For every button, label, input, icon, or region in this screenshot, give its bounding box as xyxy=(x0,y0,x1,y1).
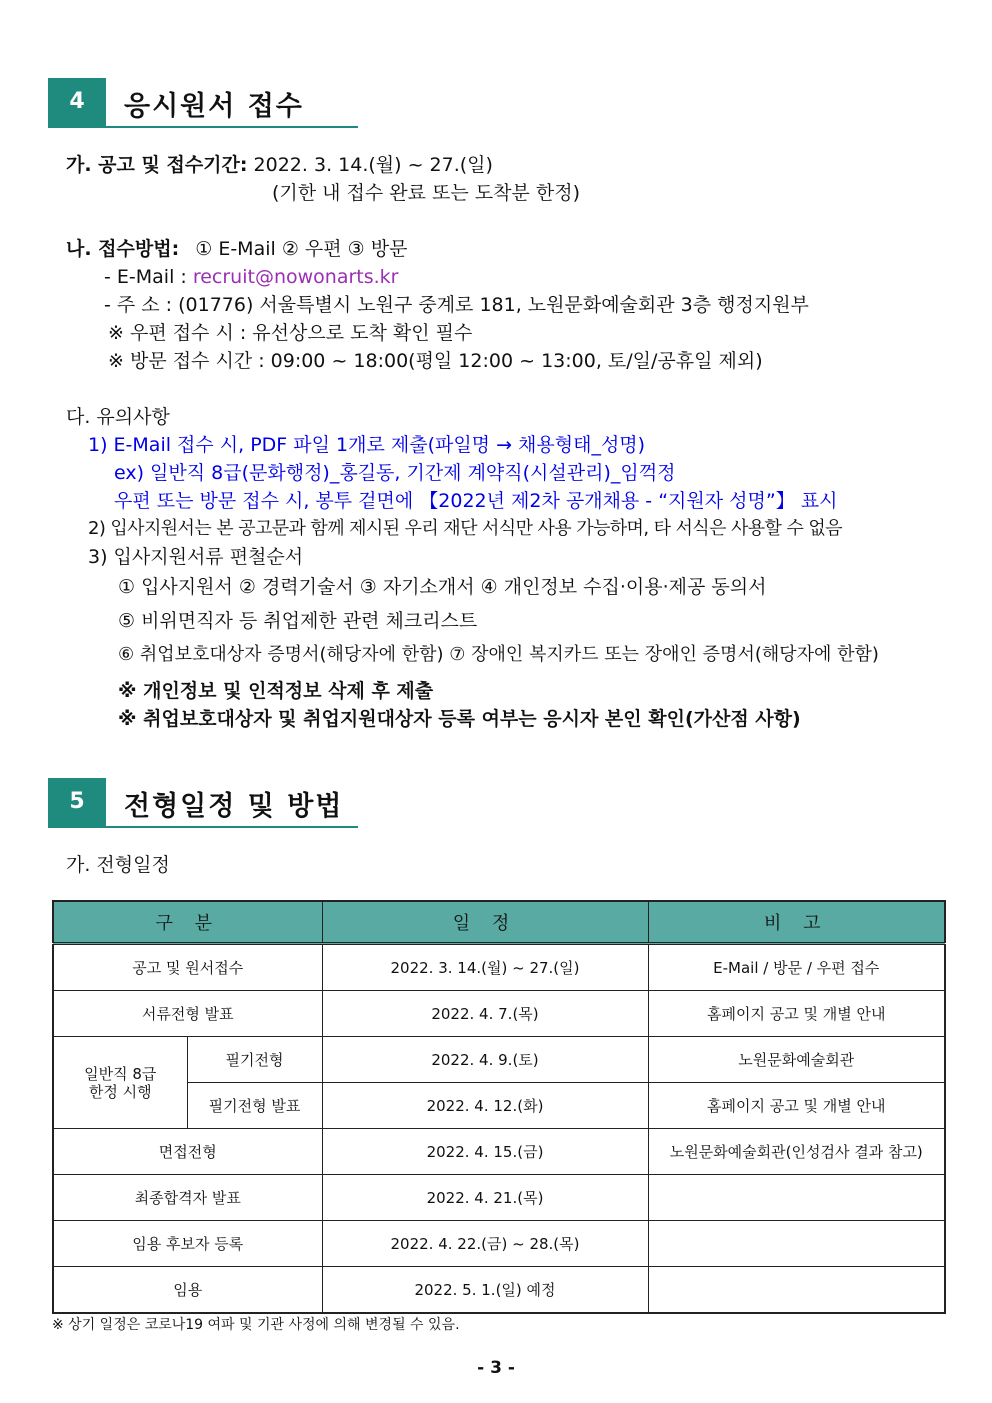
row-schedule: 2022. 4. 15.(금) xyxy=(322,1129,648,1175)
table-header-row xyxy=(53,901,945,944)
section-5-header xyxy=(48,778,358,828)
row-remarks xyxy=(648,1175,945,1221)
s4-docs3: ⑥ 취업보호대상자 증명서(해당자에 한함) ⑦ 장애인 복지카드 또는 장애인 증명서(해당자에 한함) xyxy=(118,644,879,665)
row-schedule: 2022. 5. 1.(일) 예정 xyxy=(322,1267,648,1314)
header-category: 구 분 xyxy=(53,901,322,944)
row-remarks xyxy=(648,1221,945,1267)
s4-email-link[interactable]: recruit@nowonarts.kr xyxy=(192,266,399,288)
row-schedule: 2022. 4. 21.(목) xyxy=(322,1175,648,1221)
table-row xyxy=(53,1083,945,1129)
s4-ga-label: 가. 공고 및 접수기간: xyxy=(66,154,248,176)
row-remarks: 노원문화예술회관(인성검사 결과 참고) xyxy=(648,1129,945,1175)
s4-da3: 3) 입사지원서류 편철순서 xyxy=(88,546,304,568)
s4-na-methods: ① E-Mail ② 우편 ③ 방문 xyxy=(195,238,408,260)
s4-email-label: - E-Mail : xyxy=(104,266,187,288)
s4-note-post: ※ 우편 접수 시 : 유선상으로 도착 확인 필수 xyxy=(108,322,473,344)
table-row xyxy=(53,991,945,1037)
table-footnote: ※ 상기 일정은 코로나19 여파 및 기관 사정에 의해 변경될 수 있음. xyxy=(52,1317,460,1333)
row-remarks xyxy=(648,1267,945,1314)
row-schedule: 2022. 4. 9.(토) xyxy=(322,1037,648,1083)
table-row xyxy=(53,1221,945,1267)
row-remarks: 홈페이지 공고 및 개별 안내 xyxy=(648,1083,945,1129)
header-remarks: 비 고 xyxy=(648,901,945,944)
schedule-table xyxy=(52,900,946,1314)
row-category: 공고 및 원서접수 xyxy=(53,944,322,991)
s4-ga-line xyxy=(66,152,493,178)
table-row xyxy=(53,1267,945,1314)
table-row xyxy=(53,1175,945,1221)
row-category: 임용 xyxy=(53,1267,322,1314)
row-category: 면접전형 xyxy=(53,1129,322,1175)
table-row xyxy=(53,1129,945,1175)
s4-na-label: 나. 접수방법: xyxy=(66,238,180,260)
section-4-header xyxy=(48,78,358,128)
row-category: 임용 후보자 등록 xyxy=(53,1221,322,1267)
row-remarks: 노원문화예술회관 xyxy=(648,1037,945,1083)
s4-note-visit: ※ 방문 접수 시간 : 09:00 ~ 18:00(평일 12:00 ~ 13:00, 토/일/공휴일 제외) xyxy=(108,350,763,372)
group-label-line-1: 일반직 8급 xyxy=(84,1064,157,1083)
s4-ga-value: 2022. 3. 14.(월) ~ 27.(일) xyxy=(253,154,493,176)
row-schedule: 2022. 4. 22.(금) ~ 28.(목) xyxy=(322,1221,648,1267)
s4-warn1: ※ 개인정보 및 인적정보 삭제 후 제출 xyxy=(118,680,434,702)
row-category: 필기전형 xyxy=(187,1037,322,1083)
row-category: 최종합격자 발표 xyxy=(53,1175,322,1221)
group-label-line-2: 한정 시행 xyxy=(88,1082,152,1101)
row-category: 필기전형 발표 xyxy=(187,1083,322,1129)
s4-da2: 2) 입사지원서는 본 공고문과 함께 제시된 우리 재단 서식만 사용 가능하며, 타 서식은 사용할 수 없음 xyxy=(88,518,842,539)
row-remarks: E-Mail / 방문 / 우편 접수 xyxy=(648,944,945,991)
section-4-number: 4 xyxy=(48,78,106,126)
row-schedule: 2022. 3. 14.(월) ~ 27.(일) xyxy=(322,944,648,991)
s4-da-label: 다. 유의사항 xyxy=(66,406,170,428)
s5-ga-label: 가. 전형일정 xyxy=(66,854,170,876)
s4-email-line xyxy=(104,264,399,290)
section-5-title: 전형일정 및 방법 xyxy=(124,791,344,822)
row-schedule: 2022. 4. 7.(목) xyxy=(322,991,648,1037)
group-label-cell xyxy=(53,1037,187,1129)
s4-na-line xyxy=(66,236,407,262)
header-schedule: 일 정 xyxy=(322,901,648,944)
s4-address: - 주 소 : (01776) 서울특별시 노원구 중계로 181, 노원문화예술회관 3층 행정지원부 xyxy=(104,294,809,316)
s4-da1-ex: ex) 일반직 8급(문화행정)_홍길동, 기간제 계약직(시설관리)_임꺽정 xyxy=(114,462,676,484)
s4-da1-post: 우편 또는 방문 접수 시, 봉투 겉면에 【2022년 제2차 공개채용 - “지원자 성명”】 표시 xyxy=(114,490,838,512)
row-remarks: 홈페이지 공고 및 개별 안내 xyxy=(648,991,945,1037)
s4-ga-note: (기한 내 접수 완료 또는 도착분 한정) xyxy=(272,182,581,204)
s4-docs1: ① 입사지원서 ② 경력기술서 ③ 자기소개서 ④ 개인정보 수집·이용·제공 동의서 xyxy=(118,576,767,598)
row-schedule: 2022. 4. 12.(화) xyxy=(322,1083,648,1129)
section-5-number: 5 xyxy=(48,778,106,826)
section-4-title: 응시원서 접수 xyxy=(124,91,304,122)
table-row xyxy=(53,944,945,991)
row-category: 서류전형 발표 xyxy=(53,991,322,1037)
table-row xyxy=(53,1037,945,1083)
page-number: - 3 - xyxy=(477,1358,515,1378)
s4-da1: 1) E-Mail 접수 시, PDF 파일 1개로 제출(파일명 → 채용형태_성명) xyxy=(88,434,646,456)
s4-docs2: ⑤ 비위면직자 등 취업제한 관련 체크리스트 xyxy=(118,610,478,632)
s4-warn2: ※ 취업보호대상자 및 취업지원대상자 등록 여부는 응시자 본인 확인(가산점 사항) xyxy=(118,708,801,730)
